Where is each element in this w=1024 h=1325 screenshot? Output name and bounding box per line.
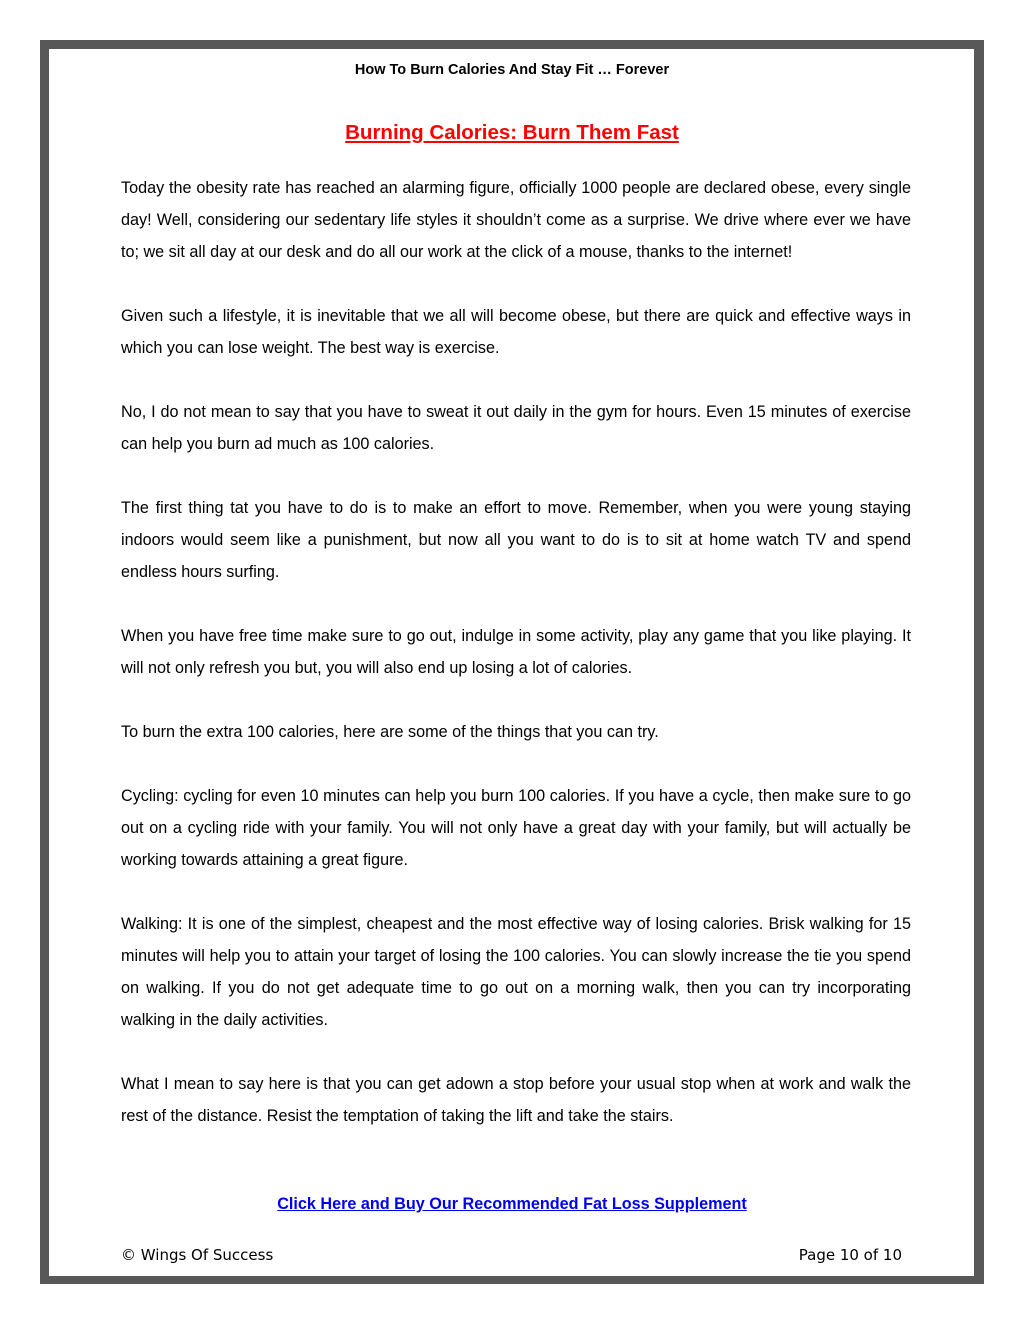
article-title: Burning Calories: Burn Them Fast xyxy=(345,121,679,144)
buy-supplement-link[interactable]: Click Here and Buy Our Recommended Fat Loss Supplement xyxy=(277,1195,747,1213)
paragraph-move: The first thing tat you have to do is to make an effort to move. Remember, when you were young staying indoors would seem like a punishment, but now all you want to do is to sit at home watch TV and spend endless hours surfing. xyxy=(121,499,911,581)
running-header: How To Burn Calories And Stay Fit … Forever xyxy=(354,62,670,78)
paragraph-cycling: Cycling: cycling for even 10 minutes can help you burn 100 calories. If you have a cycle, then make sure to go out on a cycling ride with your family. You will not only have a great day with your family, but will actually be working towards attaining a great figure. xyxy=(121,787,911,869)
article-body xyxy=(121,172,911,1132)
paragraph-gym: No, I do not mean to say that you have to sweat it out daily in the gym for hours. Even 15 minutes of exercise can help you burn ad much as 100 calories. xyxy=(121,403,911,453)
footer-page-number: Page 10 of 10 xyxy=(798,1246,902,1264)
paragraph-lifestyle: Given such a lifestyle, it is inevitable that we all will become obese, but there are quick and effective ways in which you can lose weight. The best way is exercise. xyxy=(121,307,911,357)
paragraph-stairs: What I mean to say here is that you can get adown a stop before your usual stop when at work and walk the rest of the distance. Resist the temptation of taking the lift and take the stairs. xyxy=(121,1075,911,1125)
paragraph-free-time: When you have free time make sure to go out, indulge in some activity, play any game that you like playing. It will not only refresh you but, you will also end up losing a lot of calories. xyxy=(121,627,911,677)
paragraph-walking: Walking: It is one of the simplest, cheapest and the most effective way of losing calories. Brisk walking for 15 minutes will help you to attain your target of losing the 100 calories. You can slowly increase the tie you spend on walking. If you do not get adequate time to go out on a morning walk, then you can try incorporating walking in the daily activities. xyxy=(121,915,911,1029)
paragraph-extra-calories: To burn the extra 100 calories, here are some of the things that you can try. xyxy=(121,723,659,741)
footer-copyright: © Wings Of Success xyxy=(121,1246,274,1264)
paragraph-obesity-rate: Today the obesity rate has reached an alarming figure, officially 1000 people are declared obese, every single day! Well, considering our sedentary life styles it shouldn’t come as a surprise. We drive where ever we have to; we sit all day at our desk and do all our work at the click of a mouse, thanks to the internet! xyxy=(121,179,911,261)
